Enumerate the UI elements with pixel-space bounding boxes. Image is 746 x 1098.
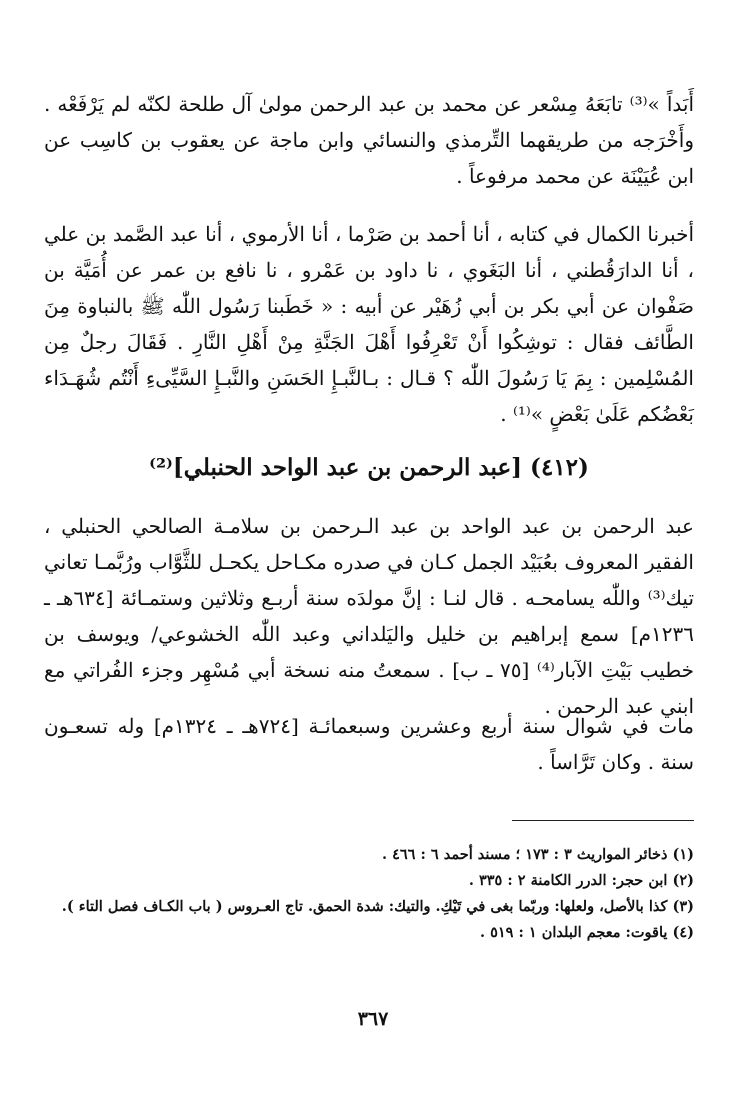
footnote-item: (٤) ياقوت: معجم البلدان ١ : ٥١٩ . xyxy=(479,924,694,941)
paragraph-hadith-continuation: أَبَداً »⁽³⁾ تابَعَهُ مِسْعر عن محمد بن عبد الرحمن مولىٰ آل طلحة لكنّه لم يَرْفَعْه . وأَخْرَجه من طريقهما التِّرمذي والنسائي وابن ماجة عن يعقوب بن كاسِب عن ابن عُيَيْنَة عن محمد مرفوعاً . xyxy=(44,92,694,188)
page-number: ٣٦٧ xyxy=(357,1008,389,1030)
footnote-divider xyxy=(512,820,694,821)
paragraph-hadith-narration: أخبرنا الكمال في كتابه ، أنا أحمد بن صَرْما ، أنا الأرموي ، أنا عبد الصَّمد بن علي ، أنا الدارَقُطني ، أنا البَغَوي ، نا داود بن عَمْرو ، نا نافع بن عمر عن أُمَيَّة بن صَفْوان عن أبي بكر بن أبي زُهَيْر عن أبيه : « خَطَبنا رَسُول اللّٰه ﷺ بالنباوة مِنَ الطَّائف فقال : توشِكُوا أَنْ تَعْرِفُوا أَهْلَ الجَنَّةِ مِنْ أَهْلِ النَّارِ . فَقَالَ رجلٌ مِن المُسْلِمين : بِمَ يَا رَسُولَ اللّٰه ؟ قـال : بـالنَّبـإِ الحَسَنِ والنَّبـإِ السَّيِّىءِ أَنْتُم شُهَـدَاء بَعْضُكم عَلَىٰ بَعْضٍ »⁽¹⁾ . xyxy=(44,222,694,426)
footnotes-list xyxy=(44,842,694,946)
paragraph-biography: عبد الرحمن بن عبد الواحد بن عبد الـرحمن بن سلامـة الصالحي الحنبلي ، الفقير المعروف بعُبَيْد الجمل كـان في صدره مكـاحل يكحـل للثَّوَّاب ورُبَّمـا تعاني تيك⁽³⁾ واللّٰه يسامحـه . قال لنـا : إنَّ مولدَه سنة أربـع وثلاثين وستمـائة [٦٣٤هـ ـ ١٢٣٦م] سمع إبراهيم بن خليل واليَلداني وعبد اللّٰه الخشوعي/ ويوسف بن خطيب بَيْتِ الآبار⁽⁴⁾ [٧٥ ـ ب] . سمعتُ منه نسخة أبي مُسْهِر وجزء الفُراتي مع ابني عبد الرحمن . xyxy=(44,514,695,718)
entry-heading: (٤١٢) [عبد الرحمن بن عبد الواحد الحنبلي]⁽²⁾ xyxy=(149,454,589,481)
footnote-item: (١) ذخائر المواريث ٣ : ١٧٣ ؛ مسند أحمد ٦ : ٤٦٦ . xyxy=(381,846,694,863)
paragraph-death-date: مات في شوال سنة أربع وعشرين وسبعمائـة [٧٢٤هـ ـ ١٣٢٤م] وله تسعـون سنة . وكان تَرَّاساً . xyxy=(44,714,694,774)
footnote-item: (٢) ابن حجر: الدرر الكامنة ٢ : ٣٣٥ . xyxy=(468,872,694,889)
footnote-item: (٣) كذا بالأصل، ولعلها: وربّما بغى في تَيْكِ. والتيك: شدة الحمق. تاج العـروس ( باب الكـاف فصل التاء ). xyxy=(61,898,694,915)
